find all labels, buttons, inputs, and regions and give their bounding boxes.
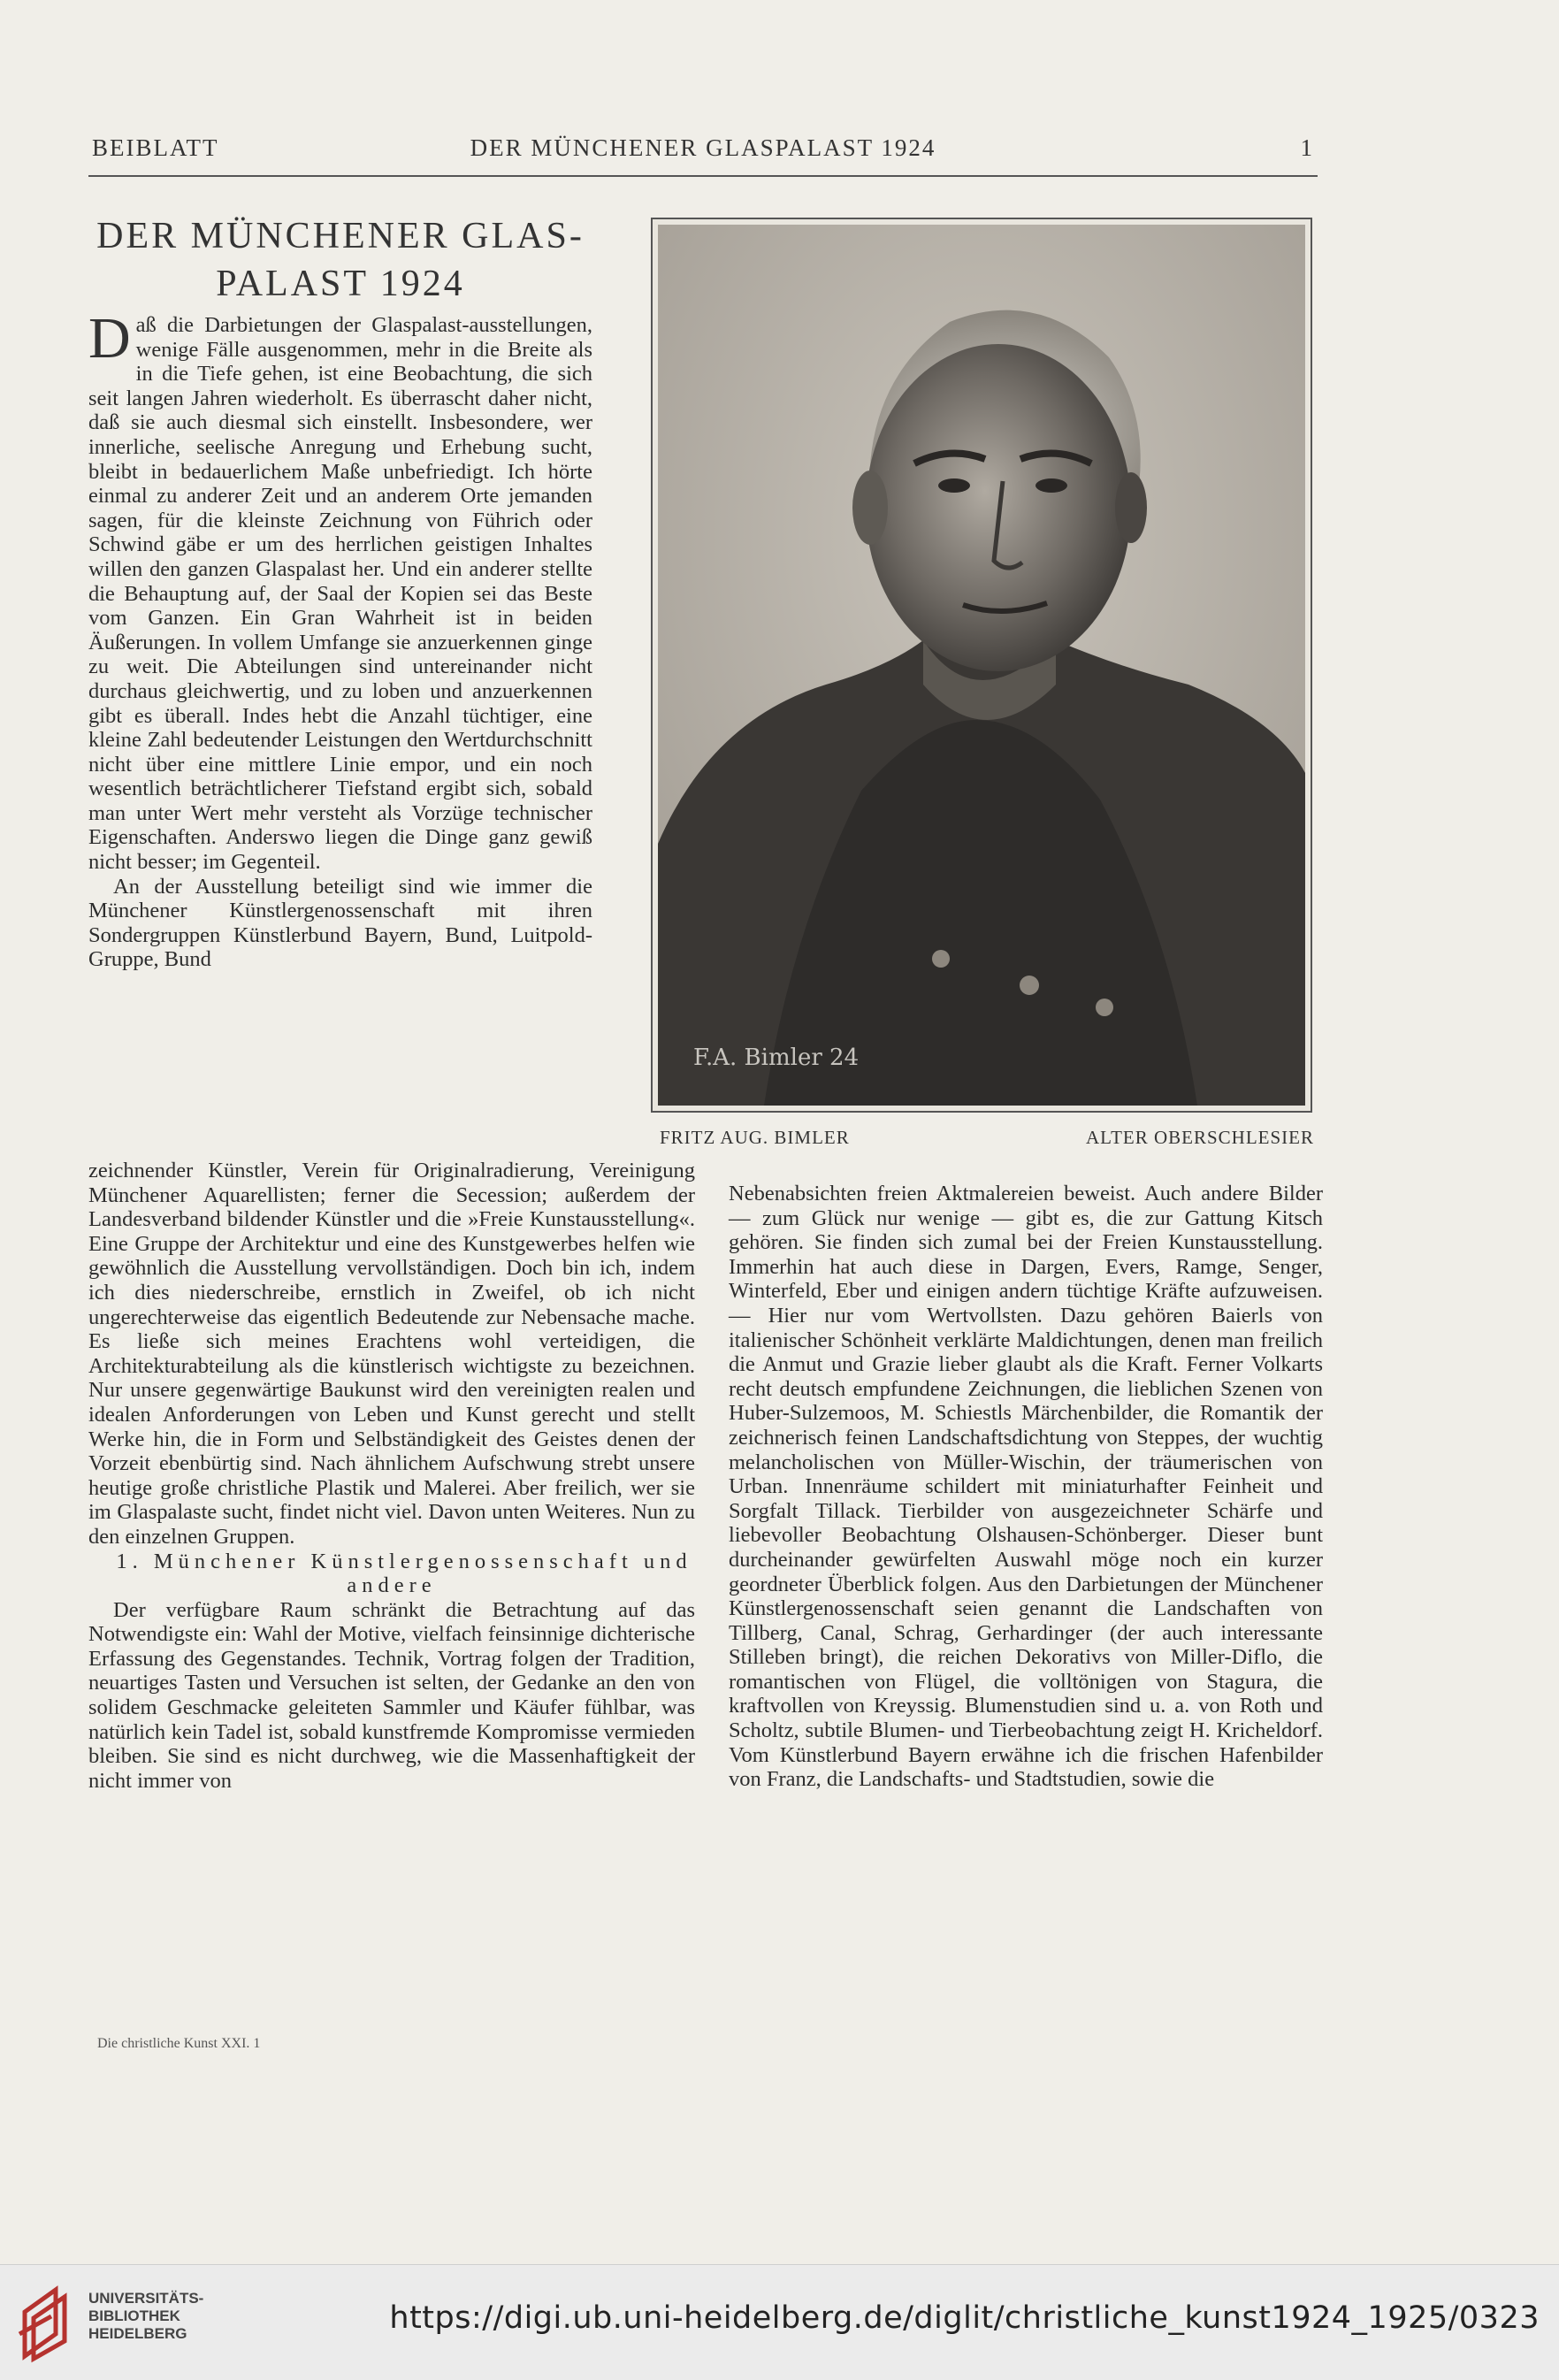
running-head <box>88 134 1318 177</box>
intro-paragraph <box>88 306 592 875</box>
running-head-left: BEIBLATT <box>92 134 219 161</box>
page-number: 1 <box>1300 134 1314 161</box>
portrait-illustration <box>658 225 1305 1106</box>
library-logo-icon[interactable] <box>16 2281 73 2366</box>
left-column-top <box>88 306 592 972</box>
article-title: DER MÜNCHENER GLAS-PALAST 1924 <box>96 216 585 304</box>
intro-text: aß die Darbietungen der Glaspalast-ausstellungen, wenige Fälle ausgenommen, mehr in die Breite als in die Tiefe gehen, ist eine Beobachtung, die sich seit langen Jahren wiederholt. Es überrascht daher nicht, daß sie auch diesmal sich einstellt. Insbesondere, wer innerliche, seelische Anregung und Erhebung sucht, bleibt in bedauerlichem Maße unbefriedigt. Ich hörte einmal zu anderer Zeit und an anderem Orte jemanden sagen, für die kleinste Zeichnung von Führich oder Schwind gäbe er um des herrlichen geistigen Inhaltes willen den ganzen Glaspalast her. Und ein anderer stellte die Behauptung auf, der Saal der Kopien sei das Beste vom Ganzen. Ein Gran Wahrheit ist in beiden Äußerungen. In vollem Umfange sie anzuerkennen ginge zu weit. Die Abteilungen sind untereinander nicht durchaus gleichwertig, und zu loben und anzuerkennen gibt es überall. Indes hebt die Anzahl tüchtiger, eine kleine Zahl bedeutender Leistungen den Wertdurchschnitt nicht über eine mittlere Linie empor, und ein noch wesentlich beträchtlicherer Tiefstand ergibt sich, sobald man unter Wert mehr versteht als Vorzüge technischer Eigenschaften. Anderswo liegen die Dinge ganz gewiß nicht besser; im Gegenteil. <box>88 313 592 875</box>
caption-title: ALTER OBERSCHLESIER <box>1086 1127 1314 1148</box>
section-heading: 1. Münchener Künstlergenossenschaft und andere <box>116 1549 692 1598</box>
coat-button-2 <box>1020 976 1039 995</box>
paragraph-3: Der verfügbare Raum schränkt die Betrachtung auf das Notwendigste ein: Wahl der Motive, vielfach feinsinnige dichterische Erfassung des Gegenstandes. Technik, Vortrag folgen der Tradition, neuartiges Tasten und Versuchen ist selten, der Gedanke an den von solidem Geschmacke geleiteten Sammler und Käufer fühlbar, was natürlich kein Tadel ist, sobald kunstfremde Kompromisse vermieden bleiben. Sie sind es nicht durchweg, wie die Massenhaftigkeit der nicht immer von <box>88 1597 695 1793</box>
right-column <box>729 1182 1323 1792</box>
coat-button-1 <box>932 950 950 968</box>
artist-signature: F.A. Bimler 24 <box>693 1045 860 1071</box>
plate-caption <box>660 1127 1314 1153</box>
portrait-plate <box>651 218 1312 1113</box>
running-head-title: DER MÜNCHENER GLASPALAST 1924 <box>470 134 936 161</box>
left-column-bottom <box>88 1159 695 1793</box>
library-name-line-3: HEIDELBERG <box>88 2325 187 2342</box>
permalink-url[interactable]: https://digi.ub.uni-heidelberg.de/diglit/christliche_kunst1924_1925/0323 <box>389 2300 1540 2336</box>
page-footnote: Die christliche Kunst XXI. 1 <box>97 2036 261 2051</box>
library-name-line-2: BIBLIOTHEK <box>88 2307 180 2324</box>
library-footer <box>0 2264 1559 2380</box>
paragraph-2-rest: zeichnender Künstler, Verein für Originalradierung, Vereinigung Münchener Aquarellisten; ferner die Secession; außerdem der Landesverband bildender Künstler und die »Freie Kunstausstellung«. Eine Gruppe der Architektur und eine des Kunstgewerbes helfen wie gewöhnlich die Ausstellung vervollständigen. Doch bin ich, indem ich dies niederschreibe, ernstlich in Zweifel, ob ich nicht ungerechterweise das eigentlich Bedeutende zur Nebensache mache. Es ließe sich meines Erachtens wohl verteidigen, die Architekturabteilung als die künstlerisch wichtigste zu bezeichnen. Nur unsere gegenwärtige Baukunst wird den vereinigten realen und idealen Anforderungen von Leben und Kunst gerecht und stellt Werke hin, die in Form und Selbständigkeit des Geistes denen der Vorzeit ebenbürtig sind. Nach ähnlichem Aufschwung strebt unsere heutige große christliche Plastik und Malerei. Aber freilich, wer sie im Glaspalaste sucht, findet nicht viel. Davon unten Weiteres. Nun zu den einzelnen Gruppen. <box>88 1159 695 1549</box>
library-name[interactable] <box>88 2290 203 2343</box>
library-name-line-1: UNIVERSITÄTS- <box>88 2290 204 2307</box>
drop-cap: D <box>88 306 131 371</box>
right-column-text: Nebenabsichten freien Aktmalereien beweist. Auch andere Bilder — zum Glück nur wenige — gibt es, die zur Gattung Kitsch gehören. Sie finden sich zumal bei der Freien Kunstausstellung. Immerhin hat auch diese in Dargen, Evers, Ramge, Senger, Winterfeld, Eber und einigen andern tüchtige Kräfte aufzuweisen. — Hier nur vom Wertvollsten. Dazu gehören Baierls von italienischer Schönheit verklärte Maldichtungen, denen man freilich die Anmut und Grazie lieber glaubt als die Kraft. Ferner Volkarts recht deutsch empfundene Zeichnungen, die lieblichen Szenen von Huber-Sulzemoos, M. Schiestls Märchenbilder, die Romantik der zeichnerisch feinen Landschaftsdichtung von Steppes, der wuchtig melancholischen von Müller-Wischin, der träumerischen von Urban. Innenräume schildert mit miniaturhafter Feinheit und Sorgfalt Tillack. Tierbilder von ausgezeichneter Schärfe und liebevoller Beobachtung Olshausen-Schönberger. Dieser bunt durcheinander gewürfelten Auswahl möge noch ein kurzer geordneter Überblick folgen. Aus den Darbietungen der Münchener Künstlergenossenschaft seien genannt die Landschaften von Tillberg, Canal, Schrag, Gerhardinger (der auch interessante Stilleben bringt), die reichen Dekorativs von Miller-Diflo, die romantischen von Flügel, die volltönigen von Stagura, die kraftvollen von Kreyssig. Blumenstudien sind u. a. von Roth und Scholtz, subtile Blumen- und Tierbeobachtung zeigt H. Kricheldorf. Vom Künstlerbund Bayern erwähne ich die frischen Hafenbilder von Franz, die Landschafts- und Stadtstudien, sowie die <box>729 1182 1323 1792</box>
caption-artist: FRITZ AUG. BIMLER <box>660 1127 850 1148</box>
coat-button-3 <box>1096 999 1113 1016</box>
paragraph-2-start: An der Ausstellung beteiligt sind wie immer die Münchener Künstlergenossenschaft mit ihren Sondergruppen Künstlerbund Bayern, Bund, Luitpold-Gruppe, Bund <box>88 874 592 972</box>
